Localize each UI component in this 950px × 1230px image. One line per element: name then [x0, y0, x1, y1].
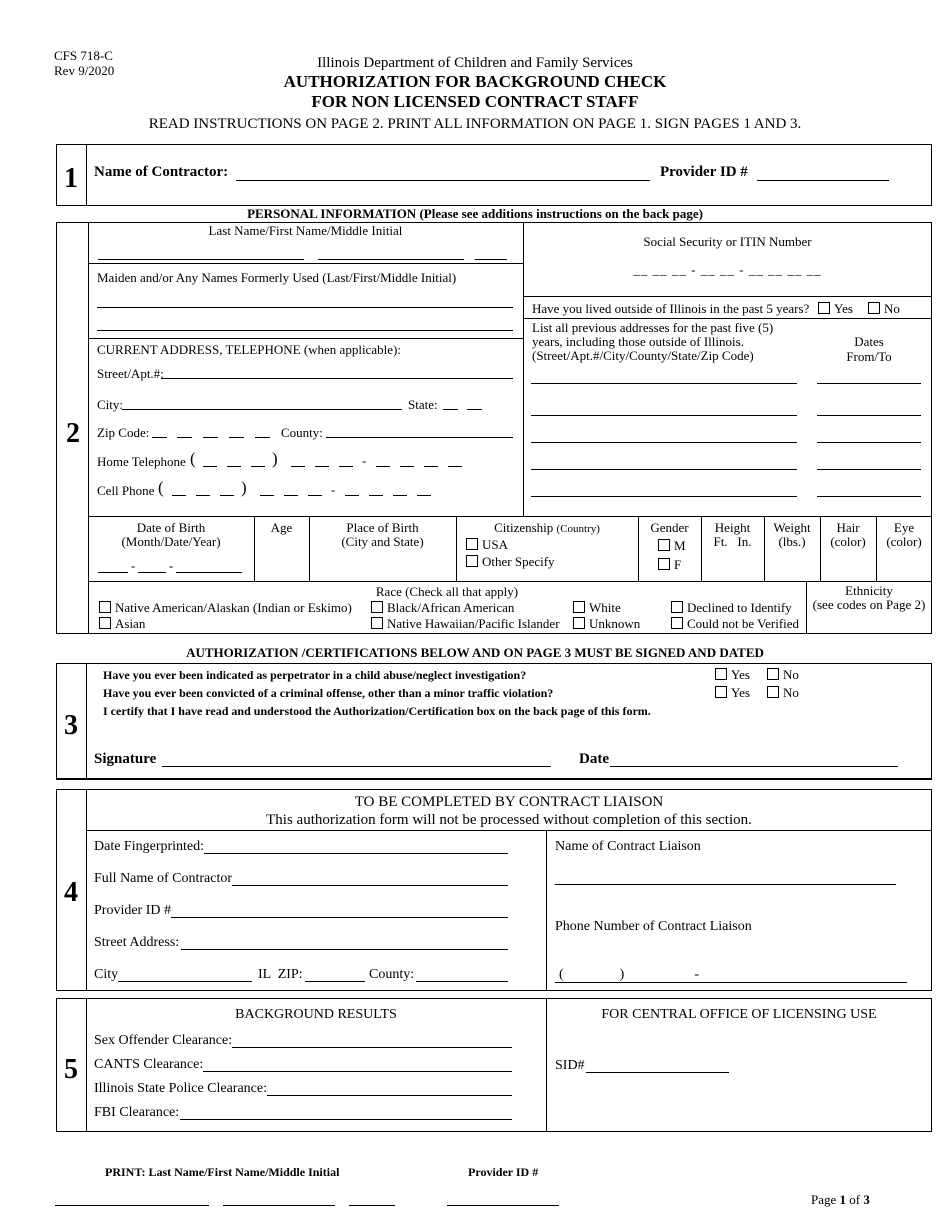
prev-dates-4[interactable]	[817, 469, 921, 470]
zip-box-2[interactable]	[177, 437, 192, 438]
sex-offender-clearance-label: Sex Offender Clearance:	[94, 1033, 233, 1048]
middle-initial-field[interactable]	[475, 259, 507, 260]
form-header	[0, 55, 950, 112]
race-option-native-american[interactable]	[99, 600, 352, 616]
cell-num-1[interactable]	[260, 495, 274, 496]
state-box-1[interactable]	[443, 409, 458, 410]
page-of: of	[846, 1192, 864, 1207]
personal-info-heading: PERSONAL INFORMATION (Please see additions instructions on the back page)	[247, 206, 703, 221]
no-checkbox[interactable]	[767, 668, 779, 680]
q2-no[interactable]	[767, 685, 799, 701]
lived-outside-no[interactable]	[868, 301, 900, 317]
race-option-label: Could not be Verified	[687, 616, 800, 631]
date-fingerprinted-label: Date Fingerprinted:	[94, 839, 205, 854]
race-label: Race (Check all that apply)	[375, 584, 519, 599]
dob-label: Date of Birth	[136, 520, 206, 535]
gender-label: Gender	[650, 520, 689, 535]
race-option-label: Asian	[115, 616, 146, 631]
footer-last-name-field[interactable]	[55, 1205, 209, 1206]
no-label: No	[783, 685, 799, 700]
ssn-field[interactable]: __ __ __ - __ __ - __ __ __ __	[633, 262, 822, 277]
height-label: Height	[714, 520, 751, 535]
street-field[interactable]	[161, 378, 513, 379]
female-label: F	[674, 557, 682, 572]
race-option-hawaiian[interactable]	[371, 616, 560, 632]
race-checkbox[interactable]	[99, 617, 111, 629]
dates-label: Dates	[854, 334, 884, 349]
provider-id-field[interactable]	[757, 180, 889, 181]
isp-clearance-field[interactable]	[267, 1095, 512, 1096]
criminal-offense-question: Have you ever been convicted of a criminal offense, other than a minor traffic violation?	[103, 686, 554, 700]
no-label: No	[884, 301, 900, 316]
date-label: Date	[579, 751, 609, 767]
prev-address-1[interactable]	[531, 383, 797, 384]
cell-num-6[interactable]	[393, 495, 407, 496]
liaison-provider-id-label: Provider ID #	[94, 903, 171, 918]
form-revision: Rev 9/2020	[54, 63, 115, 78]
home-phone-close-paren: )	[272, 449, 278, 468]
cell-area-2[interactable]	[196, 495, 210, 496]
cell-phone-label: Cell Phone	[97, 483, 155, 498]
race-option-white[interactable]	[573, 600, 621, 616]
place-of-birth-sub-label: (City and State)	[341, 534, 424, 549]
form-instructions: READ INSTRUCTIONS ON PAGE 2. PRINT ALL INFORMATION ON PAGE 1. SIGN PAGES 1 AND 3.	[148, 116, 802, 132]
no-label: No	[783, 667, 799, 682]
form-title-line1: AUTHORIZATION FOR BACKGROUND CHECK	[283, 72, 667, 91]
form-title-line2: FOR NON LICENSED CONTRACT STAFF	[311, 92, 639, 111]
section-1-number: 1	[64, 163, 78, 194]
race-checkbox[interactable]	[671, 617, 683, 629]
from-to-label: From/To	[846, 349, 892, 364]
citizenship-usa[interactable]	[466, 537, 508, 553]
zip-box-5[interactable]	[255, 437, 270, 438]
liaison-name-field[interactable]	[555, 884, 896, 885]
county-field[interactable]	[326, 437, 513, 438]
full-name-label: Last Name/First Name/Middle Initial	[208, 223, 403, 238]
central-office-heading: FOR CENTRAL OFFICE OF LICENSING USE	[601, 1007, 877, 1022]
home-num-4[interactable]	[376, 466, 390, 467]
contractor-name-label: Name of Contractor:	[94, 164, 229, 180]
hair-sub-label: (color)	[830, 534, 866, 549]
race-option-label: White	[589, 600, 621, 615]
current-address-label: CURRENT ADDRESS, TELEPHONE (when applicable):	[97, 342, 401, 357]
liaison-phone-field[interactable]	[555, 982, 907, 983]
cell-num-5[interactable]	[369, 495, 383, 496]
eye-label: Eye	[893, 520, 915, 535]
previous-addresses-label: List all previous addresses for the past five (5) years, including those outside of Illinois. (Street/Apt.#/City/County/State/Zip Code)	[532, 320, 774, 363]
sex-offender-clearance-field[interactable]	[232, 1047, 512, 1048]
section-2-number: 2	[66, 418, 80, 449]
page-prefix: Page	[811, 1192, 840, 1207]
cants-clearance-label: CANTS Clearance:	[94, 1057, 204, 1072]
country-label: (Country)	[556, 523, 600, 535]
liaison-provider-id-field[interactable]	[171, 917, 508, 918]
no-checkbox[interactable]	[767, 686, 779, 698]
cell-num-4[interactable]	[345, 495, 359, 496]
usa-label: USA	[482, 537, 509, 552]
hair-label: Hair	[836, 520, 860, 535]
cell-num-7[interactable]	[417, 495, 431, 496]
provider-id-label: Provider ID #	[660, 164, 748, 180]
liaison-phone-label: Phone Number of Contract Liaison	[555, 919, 752, 934]
footer-print-label: PRINT: Last Name/First Name/Middle Initial	[105, 1165, 340, 1179]
zip-box-1[interactable]	[152, 437, 167, 438]
liaison-city-label: City	[94, 967, 119, 982]
race-option-label: Declined to Identify	[687, 600, 792, 615]
male-checkbox[interactable]	[658, 539, 670, 551]
dob-dash-1: -	[131, 558, 136, 573]
contract-liaison-heading: TO BE COMPLETED BY CONTRACT LIAISON	[354, 794, 664, 810]
race-option-label: Native American/Alaskan (Indian or Eskimo)	[115, 600, 352, 615]
home-area-3[interactable]	[251, 466, 265, 467]
zip-field[interactable]	[305, 981, 365, 982]
dob-dash-2: -	[169, 558, 174, 573]
last-name-field[interactable]	[98, 259, 304, 260]
prev-address-2[interactable]	[531, 415, 797, 416]
page-number	[811, 1192, 870, 1208]
zip-code-label: Zip Code:	[97, 425, 150, 440]
former-name-field-2[interactable]	[97, 330, 513, 331]
race-checkbox[interactable]	[371, 601, 383, 613]
sid-label: SID#	[555, 1058, 585, 1073]
home-area-2[interactable]	[227, 466, 241, 467]
state-label: State:	[408, 397, 438, 412]
race-checkbox[interactable]	[573, 601, 585, 613]
liaison-county-label: County:	[369, 967, 415, 982]
yes-label: Yes	[834, 301, 853, 316]
prev-address-4[interactable]	[531, 469, 797, 470]
ethnicity-label: Ethnicity	[845, 583, 893, 598]
race-option-declined[interactable]	[671, 600, 792, 616]
cell-phone-close-paren: )	[241, 478, 247, 497]
home-num-3[interactable]	[339, 466, 353, 467]
yes-checkbox[interactable]	[715, 668, 727, 680]
home-phone-open-paren: (	[190, 449, 196, 468]
signature-label: Signature	[94, 751, 157, 767]
prev-dates-5[interactable]	[817, 496, 921, 497]
contractor-name-field[interactable]	[236, 180, 650, 181]
section-5-number: 5	[64, 1054, 78, 1085]
signature-field[interactable]	[162, 766, 551, 767]
county-label: County:	[281, 425, 323, 440]
citizenship-other[interactable]	[466, 554, 555, 570]
race-option-unknown[interactable]	[573, 616, 640, 632]
home-area-1[interactable]	[203, 466, 217, 467]
cell-num-3[interactable]	[308, 495, 322, 496]
cell-phone-open-paren: (	[158, 478, 164, 497]
dob-month-field[interactable]	[98, 572, 128, 573]
weight-sub-label: (lbs.)	[778, 534, 806, 549]
fbi-clearance-field[interactable]	[180, 1119, 512, 1120]
prev-dates-3[interactable]	[817, 442, 921, 443]
home-num-6[interactable]	[424, 466, 438, 467]
isp-clearance-label: Illinois State Police Clearance:	[94, 1081, 268, 1096]
page-total: 3	[863, 1192, 870, 1207]
lived-outside-question: Have you lived outside of Illinois in the past 5 years?	[532, 301, 810, 316]
form-code: CFS 718-C	[54, 48, 113, 63]
liaison-name-label: Name of Contract Liaison	[555, 839, 701, 854]
no-checkbox[interactable]	[868, 302, 880, 314]
lived-outside-yes[interactable]	[818, 301, 853, 317]
street-label: Street/Apt.#:	[97, 366, 164, 381]
gender-male[interactable]	[658, 538, 686, 554]
other-checkbox[interactable]	[466, 555, 478, 567]
race-option-label: Black/African American	[387, 600, 515, 615]
cell-num-2[interactable]	[284, 495, 298, 496]
race-option-black[interactable]	[371, 600, 514, 616]
section-4-number: 4	[64, 877, 78, 908]
cell-phone-dash: -	[331, 482, 336, 497]
race-option-asian[interactable]	[99, 616, 145, 632]
male-label: M	[674, 538, 686, 553]
citizenship-header	[456, 520, 638, 536]
race-checkbox[interactable]	[99, 601, 111, 613]
certification-statement: I certify that I have read and understood the Authorization/Certification box on the back page of this form.	[103, 704, 651, 718]
footer-provider-label: Provider ID #	[468, 1165, 539, 1179]
city-field[interactable]	[122, 409, 402, 410]
footer-first-name-field[interactable]	[223, 1205, 335, 1206]
former-name-field-1[interactable]	[97, 307, 513, 308]
race-option-label: Unknown	[589, 616, 641, 631]
dob-year-field[interactable]	[176, 572, 242, 573]
race-option-not-verified[interactable]	[671, 616, 799, 632]
usa-checkbox[interactable]	[466, 538, 478, 550]
prev-address-3[interactable]	[531, 442, 797, 443]
maiden-names-label: Maiden and/or Any Names Formerly Used (Last/First/Middle Initial)	[97, 270, 457, 285]
race-option-label: Native Hawaiian/Pacific Islander	[387, 616, 560, 631]
fbi-clearance-label: FBI Clearance:	[94, 1105, 180, 1120]
cell-area-1[interactable]	[172, 495, 186, 496]
height-units-label: Ft. In.	[713, 534, 752, 549]
yes-label: Yes	[731, 667, 750, 682]
citizenship-label: Citizenship	[494, 520, 554, 535]
other-specify-label: Other Specify	[482, 554, 555, 569]
place-of-birth-label: Place of Birth	[346, 520, 419, 535]
eye-sub-label: (color)	[886, 534, 922, 549]
background-results-heading: BACKGROUND RESULTS	[235, 1007, 397, 1022]
section-3-number: 3	[64, 710, 78, 741]
prev-address-5[interactable]	[531, 496, 797, 497]
street-address-field[interactable]	[181, 949, 508, 950]
prev-dates-2[interactable]	[817, 415, 921, 416]
home-num-7[interactable]	[448, 466, 462, 467]
zip-box-4[interactable]	[229, 437, 244, 438]
city-label: City:	[97, 397, 124, 412]
q2-yes[interactable]	[715, 685, 750, 701]
date-field[interactable]	[610, 766, 898, 767]
street-address-label: Street Address:	[94, 935, 180, 950]
home-phone-dash: -	[362, 453, 367, 468]
female-checkbox[interactable]	[658, 558, 670, 570]
race-checkbox[interactable]	[573, 617, 585, 629]
state-box-2[interactable]	[467, 409, 482, 410]
date-fingerprinted-field[interactable]	[204, 853, 508, 854]
ethnicity-sub-label: (see codes on Page 2)	[812, 597, 926, 612]
page-current: 1	[839, 1192, 847, 1207]
home-num-1[interactable]	[291, 466, 305, 467]
liaison-city-field[interactable]	[118, 981, 252, 982]
contractor-full-name-field[interactable]	[232, 885, 508, 886]
yes-checkbox[interactable]	[715, 686, 727, 698]
yes-label: Yes	[731, 685, 750, 700]
contractor-full-name-label: Full Name of Contractor	[94, 871, 233, 886]
weight-label: Weight	[773, 520, 811, 535]
home-num-5[interactable]	[400, 466, 414, 467]
q1-no[interactable]	[767, 667, 799, 683]
home-telephone-label: Home Telephone	[97, 454, 186, 469]
footer-middle-initial-field[interactable]	[349, 1205, 395, 1206]
race-checkbox[interactable]	[371, 617, 383, 629]
first-name-field[interactable]	[318, 259, 464, 260]
race-checkbox[interactable]	[671, 601, 683, 613]
contract-liaison-subheading: This authorization form will not be processed without completion of this section.	[266, 812, 752, 828]
cell-area-3[interactable]	[220, 495, 234, 496]
authorization-heading: AUTHORIZATION /CERTIFICATIONS BELOW AND ON PAGE 3 MUST BE SIGNED AND DATED	[186, 645, 764, 660]
cants-clearance-field[interactable]	[203, 1071, 512, 1072]
liaison-phone-mask: ( ) -	[559, 967, 699, 982]
prev-dates-1[interactable]	[817, 383, 921, 384]
footer-provider-id-field[interactable]	[447, 1205, 559, 1206]
age-label: Age	[270, 520, 293, 535]
zip-box-3[interactable]	[203, 437, 218, 438]
ssn-label: Social Security or ITIN Number	[643, 234, 812, 249]
dob-day-field[interactable]	[138, 572, 166, 573]
sid-field[interactable]	[586, 1072, 729, 1073]
abuse-perpetrator-question: Have you ever been indicated as perpetrator in a child abuse/neglect investigation?	[103, 668, 527, 682]
liaison-county-field[interactable]	[416, 981, 508, 982]
dob-sub-label: (Month/Date/Year)	[121, 534, 221, 549]
q1-yes[interactable]	[715, 667, 750, 683]
agency-name: Illinois Department of Children and Family Services	[317, 55, 633, 71]
home-num-2[interactable]	[315, 466, 329, 467]
gender-female[interactable]	[658, 557, 681, 573]
yes-checkbox[interactable]	[818, 302, 830, 314]
il-zip-label: IL ZIP:	[258, 967, 303, 982]
